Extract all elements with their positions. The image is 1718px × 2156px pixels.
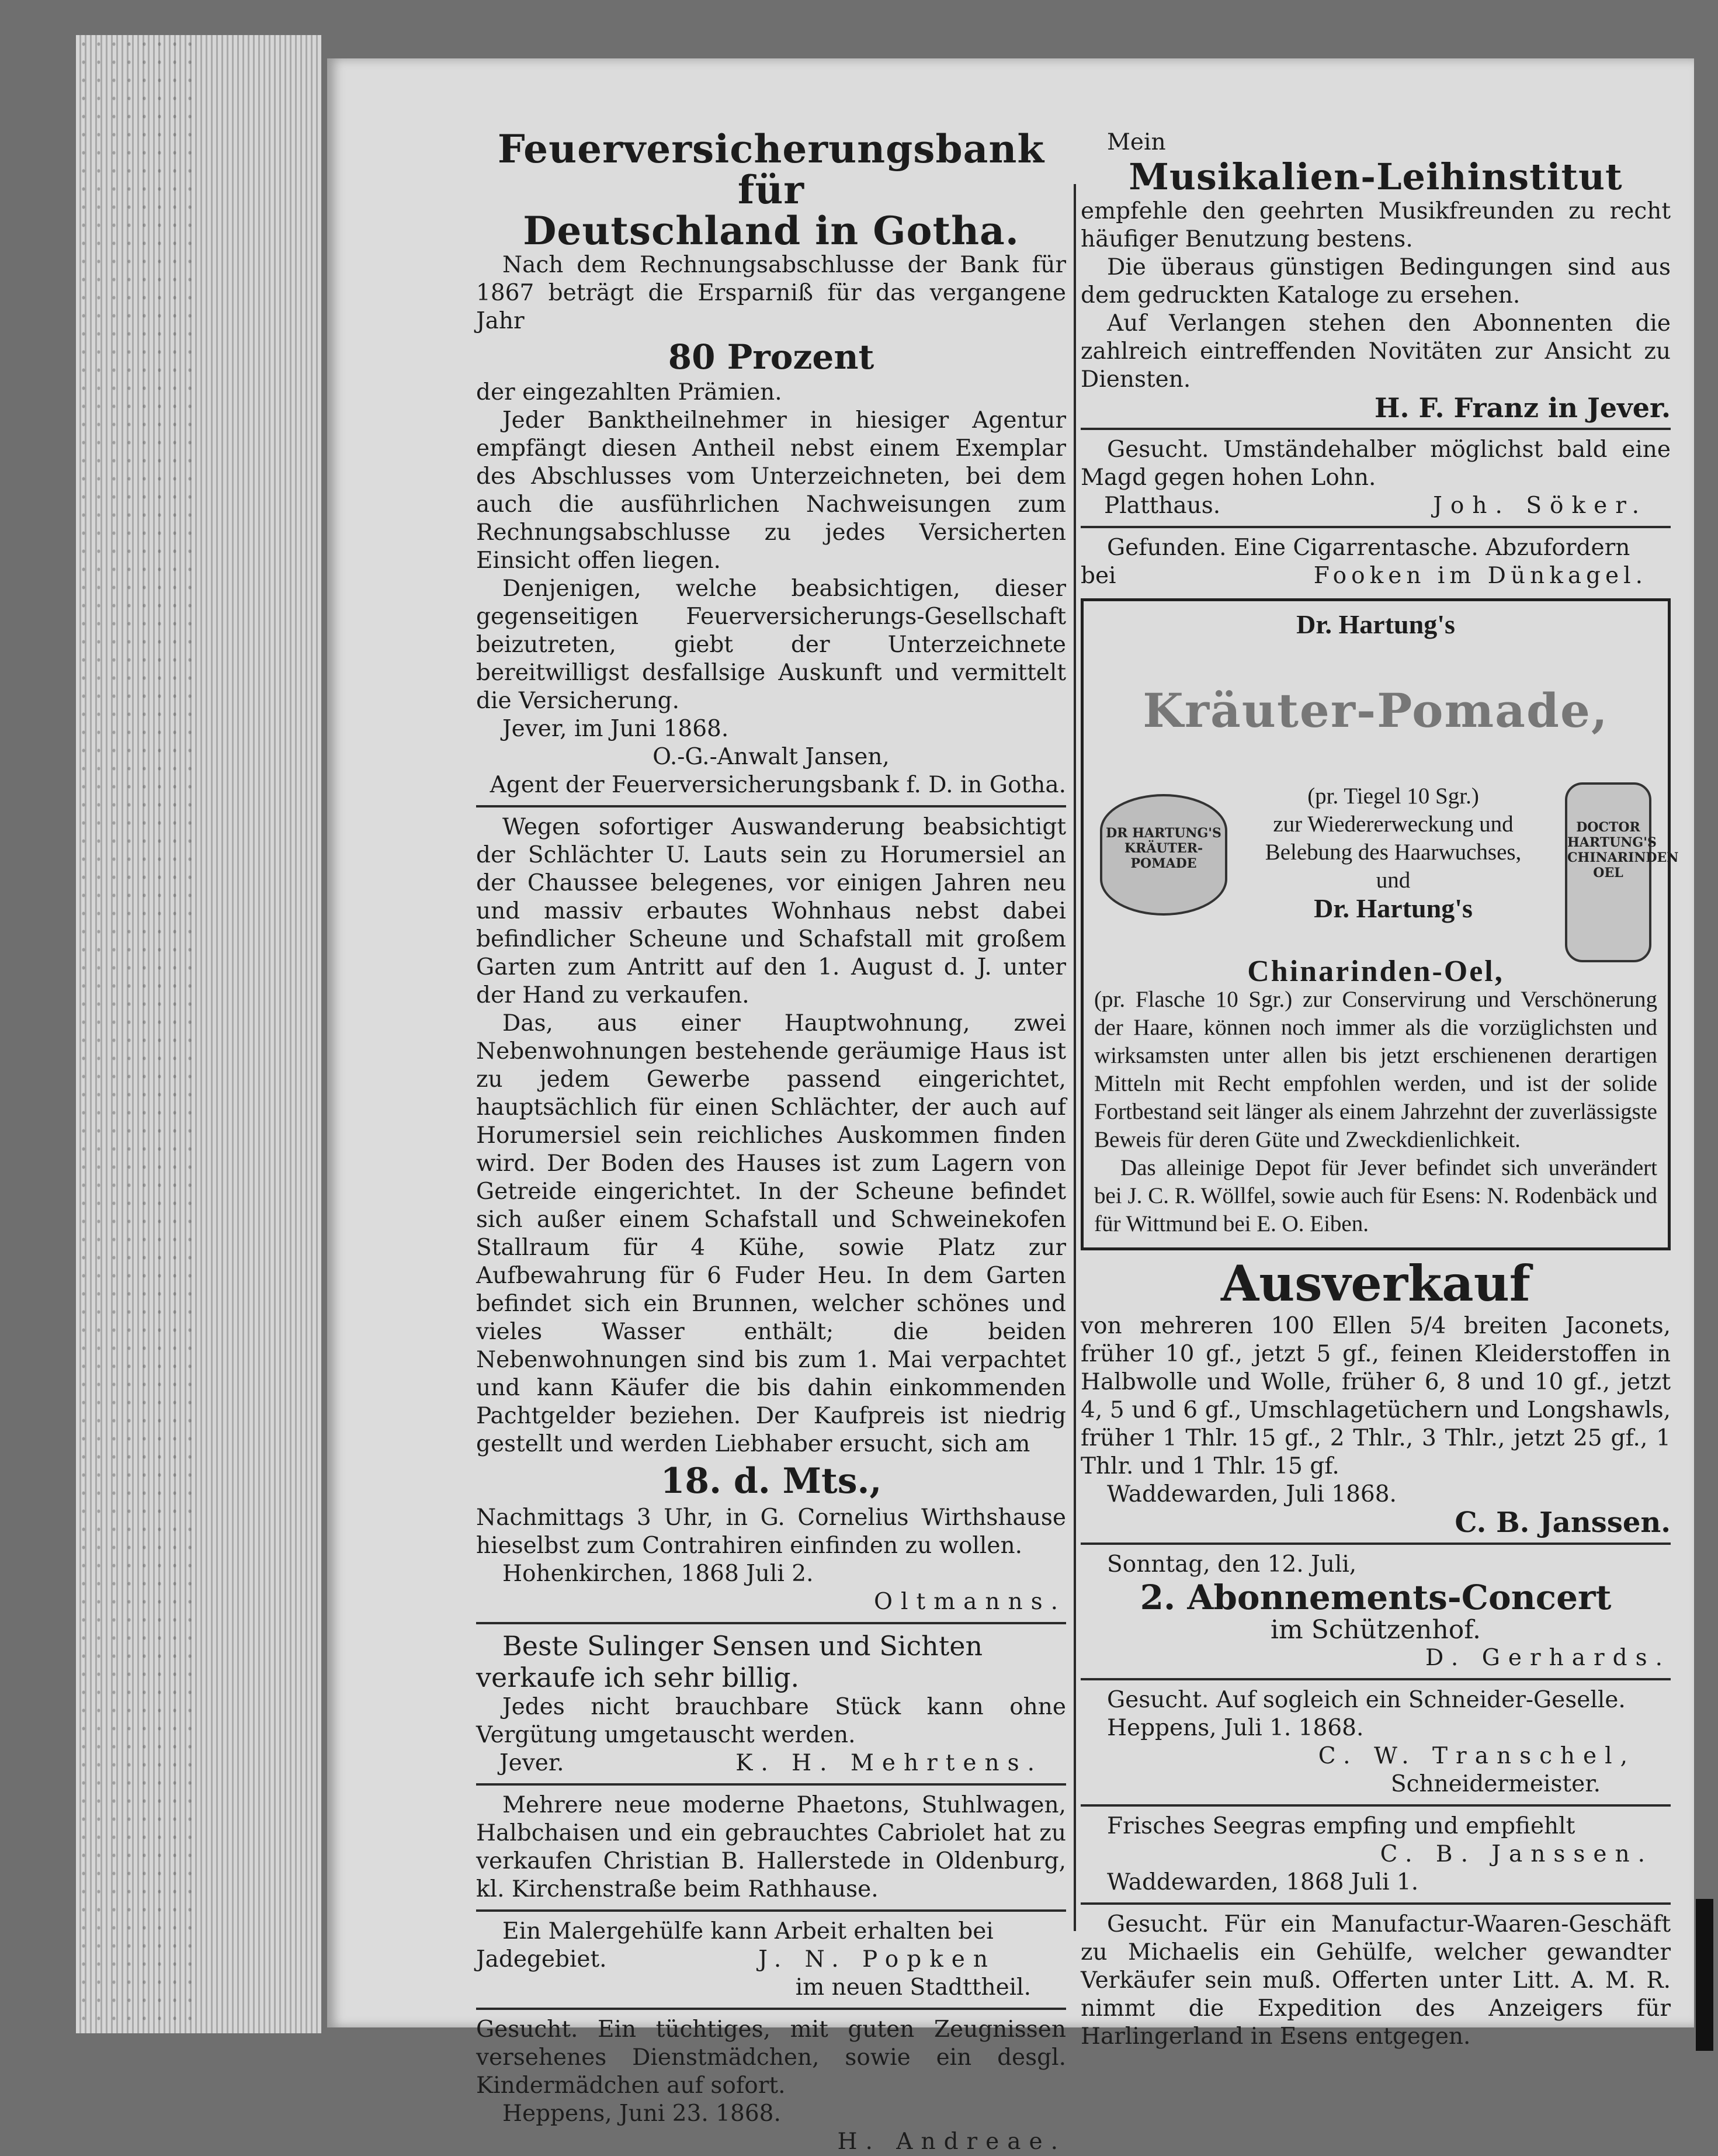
gehuelfe-ad [1081,1911,1671,2051]
pomade-line-5: Dr. Hartung's [1314,893,1473,923]
rule [476,1909,1066,1912]
musik-title: Musikalien-Leihinstitut [1129,155,1623,198]
rule [476,1622,1066,1624]
newspaper-page [327,58,1694,2155]
concert-signer: D. Gerhards. [1425,1645,1671,1671]
feuer-signer: O.-G.-Anwalt Jansen, [653,744,890,770]
feuer-paragraph-3: Denjenigen, welche beabsichtigen, dieser gegenseitigen Feuerversicherungs-Gesellschaft beizutreten, giebt der Unterzeichnete bereitwilligst desfallsige Auskunft und vermittelt die Versicherung. [476,576,1066,714]
auswanderung-paragraph-3: Nachmittags 3 Uhr, in G. Cornelius Wirthshause hieselbst zum Contrahiren einfinden zu wollen. [476,1505,1066,1559]
concert-location: im Schützenhof. [1270,1615,1481,1645]
left-column [476,126,1066,2156]
auswanderung-paragraph-2: Das, aus einer Hauptwohnung, zwei Nebenwohnungen bestehende geräumige Haus ist zu jedem Gewerbe passend eingerichtet, hauptsächlich für einen Schlächter, der auch auf Horumersiel sein reichliches Auskommen finden wird. Der Boden des Hauses ist zum Lagern von Getreide eingerichtet. In der Scheune befindet sich außer einem Schafstall und Schweinekofen Stallraum für 4 Kühe, sowie Platz zur Aufbewahrung für 6 Fuder Heu. In dem Garten befindet sich ein Brunnen, welcher schönes und vieles Wasser enthält; die beiden Nebenwohnungen sind bis zum 1. Mai verpachtet und kann Käufer die bis dahin einkommenden Pachtgelder beziehen. Der Kaufpreis ist niedrig gestellt und werden Liebhaber ersucht, sich am [476,1010,1066,1457]
sensen-signer: K. H. Mehrtens. [735,1750,1043,1776]
pomade-paragraph-2: Das alleinige Depot für Jever befindet sich unverändert bei J. C. R. Wöllfel, sowie auch für Esens: N. Rodenbäck und für Wittmund bei E. O. Eiben. [1094,1155,1657,1236]
maler-ad [476,1918,1066,2002]
sensen-ad [476,1630,1066,1777]
schneider-signer: C. W. Transchel, [1318,1743,1636,1769]
rule [1081,1543,1671,1545]
phaetons-paragraph: Mehrere neue moderne Phaetons, Stuhlwagen, Halbchaisen und ein gebrauchtes Cabriolet hat zu verkaufen Christian B. Hallerstede in Oldenburg, kl. Kirchenstraße beim Rathhause. [476,1792,1066,1902]
ausverkauf-ad [1081,1254,1671,1539]
pomade-paragraph-1: (pr. Flasche 10 Sgr.) zur Conservirung und Verschönerung der Haare, können noch immer als die vorzüglichsten und wirksamsten unter allen bis jetzt erschienenen derartigen Mitteln mit Recht empfohlen werden, und ist der solide Fortbestand seit länger als einem Jahrzehnt der zuverlässigste Beweis für deren Güte und Zweckdienlichkeit. [1094,987,1657,1152]
concert-date: Sonntag, den 12. Juli, [1107,1551,1357,1578]
sensen-signature-line [476,1749,1066,1777]
feuerversicherung-ad [476,126,1066,799]
gehuelfe-paragraph: Gesucht. Für ein Manufactur-Waaren-Geschäft zu Michaelis ein Gehülfe, welcher gewandter Verkäufer sein muß. Offerten unter Litt. A. M. R. nimmt die Expedition des Anzeigers für Harlingerland in Esens entgegen. [1081,1911,1671,2050]
auswanderung-place: Hohenkirchen, 1868 Juli 2. [502,1561,814,1587]
ausverkauf-title: Ausverkauf [1221,1254,1530,1312]
bottle-label-3: CHINARINDEN [1567,850,1679,865]
concert-title: 2. Abonnements-Concert [1140,1578,1612,1617]
ausverkauf-place: Waddewarden, Juli 1868. [1107,1481,1397,1507]
auswanderung-date: 18. d. Mts., [660,1461,882,1502]
phaetons-ad [476,1791,1066,1904]
seegras-place: Waddewarden, 1868 Juli 1. [1107,1869,1419,1895]
auswanderung-paragraph-1: Wegen sofortiger Auswanderung beabsichtigt der Schlächter U. Lauts sein zu Horumersiel an der Chaussee belegenes, vor einigen Jahren neu und massiv erbautes Wohnhaus nebst dabei befindlicher Scheune und Schafstall mit großem Garten zum Antritt auf den 1. August d. J. unter der Hand zu verkaufen. [476,814,1066,1008]
rule [1081,1902,1671,1905]
feuer-paragraph-1b: der eingezahlten Prämien. [476,379,782,405]
rule [476,1783,1066,1786]
seegras-paragraph: Frisches Seegras empfing und empfiehlt [1107,1813,1575,1839]
maler-paragraph: Ein Malergehülfe kann Arbeit erhalten bei [502,1918,994,1944]
magd-ad [1081,436,1671,520]
musik-pre: Mein [1107,129,1166,155]
schneider-signer-2: Schneidermeister. [1390,1771,1601,1797]
ausverkauf-signer: C. B. Janssen. [1455,1506,1671,1539]
gefunden-paragraph: Gefunden. Eine Cigarrentasche. Abzufordern [1107,535,1630,561]
ausverkauf-paragraph: von mehreren 100 Ellen 5/4 breiten Jaconets, früher 10 gf., jetzt 5 gf., feinen Kleiderstoffen in Halbwolle und Wolle, früher 6, 8 und 10 gf., jetzt 4, 5 und 6 gf., Umschlagetüchern und Longshawls, früher 1 Thlr. 15 gf., 2 Thlr., 3 Thlr., jetzt 25 gf., 1 Thlr. und 1 Thlr. 15 gf. [1081,1313,1671,1479]
musikalien-ad [1081,129,1671,422]
schneider-place: Heppens, Juli 1. 1868. [1107,1715,1364,1741]
gefunden-signer: Fooken im Dünkagel. [1313,563,1647,589]
pomade-line-1: (pr. Tiegel 10 Sgr.) [1307,784,1479,809]
feuer-place: Jever, im Juni 1868. [502,716,729,742]
oel-bottle-icon [1565,782,1679,962]
pomade-line-2: zur Wiedererweckung und [1273,812,1514,837]
pomade-line-6: Chinarinden-Oel, [1247,955,1504,988]
rule [1081,1678,1671,1680]
book-edge-speckle [76,35,199,2033]
dienst-paragraph: Gesucht. Ein tüchtiges, mit guten Zeugnissen versehenes Dienstmädchen, sowie ein desgl. Kindermädchen auf sofort. [476,2016,1066,2099]
bottle-label-1: DOCTOR [1576,820,1640,835]
sensen-place: Jever. [499,1750,564,1776]
sensen-paragraph: Jedes nicht brauchbare Stück kann ohne Vergütung umgetauscht werden. [476,1694,1066,1748]
pomade-jar-icon [1100,794,1227,916]
maler-place: Jadegebiet. [476,1946,607,1973]
schneider-ad [1081,1686,1671,1798]
bottle-label-4: OEL [1593,865,1623,881]
feuer-title-1: Feuerversicherungsbank für [497,126,1045,213]
seegras-signer: C. B. Janssen. [1380,1841,1653,1867]
right-column [1081,129,1679,2051]
dienst-place: Heppens, Juni 23. 1868. [502,2100,781,2127]
gefunden-ad [1081,534,1671,590]
auswanderung-signer: Oltmanns. [874,1589,1066,1615]
feuer-title-2: Deutschland in Gotha. [523,208,1019,254]
seegras-ad [1081,1812,1671,1897]
rule [1081,428,1671,430]
pomade-title: Kräuter-Pomade, [1143,683,1609,738]
sensen-headline: Beste Sulinger Sensen und Sichten verkaufe ich sehr billig. [476,1630,983,1693]
rule [1081,1804,1671,1807]
pomade-ad [1081,598,1679,1250]
jar-label-2: KRÄUTER-POMADE [1124,841,1203,871]
column-divider [1074,184,1076,1931]
auswanderung-ad [476,813,1066,1616]
next-page-edge [1696,1899,1713,2051]
rule [476,805,1066,807]
pomade-line-4: und [1376,868,1411,893]
musik-paragraph-1: empfehle den geehrten Musikfreunden zu recht häufiger Benutzung bestens. [1081,198,1671,252]
feuer-percent: 80 Prozent [668,337,874,377]
musik-paragraph-3: Auf Verlangen stehen den Abonnenten die zahlreich eintreffenden Novitäten zur Ansicht zu Diensten. [1081,310,1671,393]
dienst-signer: H. Andreae. [837,2129,1066,2155]
feuer-paragraph-1: Nach dem Rechnungsabschlusse der Bank für 1867 beträgt die Ersparniß für das vergangene Jahr [476,252,1066,334]
feuer-agent: Agent der Feuerversicherungsbank f. D. in Gotha. [490,772,1066,798]
pomade-brand: Dr. Hartung's [1296,609,1455,639]
rule [1081,526,1671,528]
magd-paragraph: Gesucht. Umständehalber möglichst bald eine Magd gegen hohen Lohn. [1081,436,1671,491]
maler-signature-line [476,1946,1066,1974]
gefunden-signature-line [1081,562,1671,590]
dienstmaedchen-ad [476,2016,1066,2156]
schneider-paragraph: Gesucht. Auf sogleich ein Schneider-Geselle. [1107,1687,1626,1713]
rule [476,2008,1066,2010]
bottle-label-2: HARTUNG'S [1567,835,1657,850]
musik-signer: H. F. Franz in Jever. [1374,392,1671,424]
gefunden-bei: bei [1081,563,1116,589]
maler-signer: J. N. Popken [758,1946,996,1973]
maler-signer-2: im neuen Stadttheil. [795,1974,1031,2001]
pomade-line-3: Belebung des Haarwuchses, [1265,840,1522,865]
magd-signer: Joh. Söker. [1433,493,1647,519]
jar-label-1: DR HARTUNG'S [1106,826,1221,841]
pomade-illustration-row [1094,782,1679,958]
pomade-center-text [1234,782,1552,923]
concert-ad [1081,1551,1671,1672]
feuer-paragraph-2: Jeder Banktheilnehmer in hiesiger Agentur empfängt diesen Antheil nebst einem Exemplar des Abschlusses vom Unterzeichneten, bei dem auch die ausführlichen Nachweisungen zum Rechnungsabschlusse zu jedes Versicherten Einsicht offen liegen. [476,407,1066,574]
magd-signature-line [1081,492,1671,520]
musik-paragraph-2: Die überaus günstigen Bedingungen sind aus dem gedruckten Kataloge zu ersehen. [1081,254,1671,309]
magd-place: Platthaus. [1104,493,1221,519]
